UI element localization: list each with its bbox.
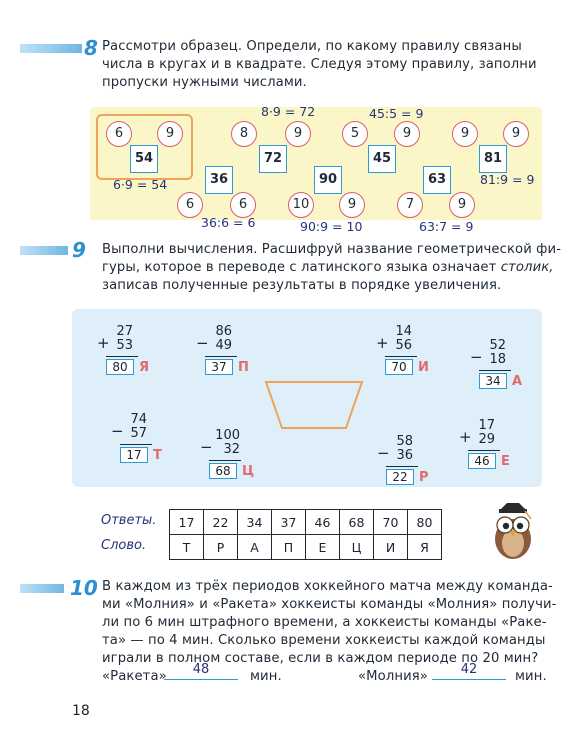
word-cell[interactable]: П: [272, 535, 306, 560]
answer-cell[interactable]: 17: [170, 510, 204, 535]
square-g5: 45: [368, 145, 396, 173]
task10-text-line4: та» — по 4 мин. Сколько времени хоккеисты каждой команды: [102, 633, 546, 648]
circle-g6-a: 7: [397, 192, 423, 218]
result-box[interactable]: 17: [120, 447, 148, 463]
eq-g3: 36:6 = 6: [201, 215, 256, 230]
molniya-unit: мин.: [515, 669, 547, 684]
circle-g3-b: 6: [230, 192, 256, 218]
task9-bar: [20, 246, 68, 255]
task10-bar: [20, 584, 64, 593]
task10-text-line5: играли в полном составе, если в каждом периоде по 20 мин?: [102, 651, 539, 666]
result-box[interactable]: 37: [205, 359, 233, 375]
page-number: 18: [72, 703, 90, 719]
circle-g6-b: 9: [449, 192, 475, 218]
result-box[interactable]: 70: [385, 359, 413, 375]
task8-text-line2: числа в кругах и в квадрате. Следуя этому правилу, заполни: [102, 57, 537, 72]
result-box[interactable]: 68: [209, 463, 237, 479]
answer-cell[interactable]: 37: [272, 510, 306, 535]
square-g6: 63: [423, 166, 451, 194]
eq-g7: 81:9 = 9: [480, 172, 535, 187]
molniya-answer[interactable]: 42: [432, 662, 506, 680]
circle-g3-a: 6: [177, 192, 203, 218]
task8-text-line1: Рассмотри образец. Определи, по какому правилу связаны: [102, 39, 522, 54]
eq-g6: 63:7 = 9: [419, 219, 474, 234]
task10-text-line2: ми «Молния» и «Ракета» хоккеисты команды «Молния» получи-: [102, 597, 557, 612]
owl-icon: [487, 503, 539, 561]
square-g1: 54: [130, 145, 158, 173]
trapezoid-shape: [262, 378, 366, 432]
answers-label: Ответы.: [101, 513, 157, 528]
result-box[interactable]: 22: [386, 469, 414, 485]
circle-g5-a: 5: [342, 121, 368, 147]
task8-number: 8: [84, 36, 98, 60]
circle-g2-a: 8: [231, 121, 257, 147]
result-box[interactable]: 34: [479, 373, 507, 389]
word-label: Слово.: [101, 538, 147, 553]
answer-cell[interactable]: 22: [204, 510, 238, 535]
answer-cell[interactable]: 70: [374, 510, 408, 535]
word-cell[interactable]: И: [374, 535, 408, 560]
word-cell[interactable]: Я: [408, 535, 442, 560]
raketa-answer[interactable]: 48: [164, 662, 238, 680]
circle-g1-a: 6: [106, 121, 132, 147]
molniya-label: «Молния»: [358, 669, 428, 684]
square-g4: 90: [314, 166, 342, 194]
word-cell[interactable]: Т: [170, 535, 204, 560]
answers-row: [170, 510, 442, 535]
result-box[interactable]: 80: [106, 359, 134, 375]
task8-bar: [20, 44, 82, 53]
square-g3: 36: [205, 166, 233, 194]
answer-cell[interactable]: 68: [340, 510, 374, 535]
raketa-label: «Ракета»: [102, 669, 167, 684]
answer-cell[interactable]: 46: [306, 510, 340, 535]
circle-g5-b: 9: [394, 121, 420, 147]
eq-g1: 6·9 = 54: [113, 177, 168, 192]
word-cell[interactable]: А: [238, 535, 272, 560]
raketa-unit: мин.: [250, 669, 282, 684]
task9-text-line1: Выполни вычисления. Расшифруй название геометрической фи-: [102, 242, 562, 257]
word-cell[interactable]: Ц: [340, 535, 374, 560]
task9-text-line2: гуры, которое в переводе с латинского языка означает столик,: [102, 260, 554, 275]
answer-cell[interactable]: 80: [408, 510, 442, 535]
circle-g2-b: 9: [285, 121, 311, 147]
square-g2: 72: [259, 145, 287, 173]
result-box[interactable]: 46: [468, 453, 496, 469]
circle-g1-b: 9: [157, 121, 183, 147]
task8-text-line3: пропуски нужными числами.: [102, 75, 307, 90]
answer-cell[interactable]: 34: [238, 510, 272, 535]
circle-g7-a: 9: [452, 121, 478, 147]
word-cell[interactable]: Р: [204, 535, 238, 560]
eq-g5: 45:5 = 9: [369, 106, 424, 121]
italic-word: столик,: [500, 260, 554, 275]
answers-table: [169, 509, 442, 560]
circle-g4-a: 10: [288, 192, 314, 218]
square-g7: 81: [479, 145, 507, 173]
task10-text-line1: В каждом из трёх периодов хоккейного матча между командa-: [102, 579, 553, 594]
task9-number: 9: [72, 238, 86, 262]
task10-text-line3: ли по 6 мин штрафного времени, а хоккеисты команды «Раке-: [102, 615, 547, 630]
task10-number: 10: [70, 576, 98, 600]
circle-g7-b: 9: [503, 121, 529, 147]
eq-g2: 8·9 = 72: [261, 104, 316, 119]
task9-text-line3: записав полученные результаты в порядке увеличения.: [102, 278, 502, 293]
eq-g4: 90:9 = 10: [300, 219, 363, 234]
word-row: [170, 535, 442, 560]
word-cell[interactable]: Е: [306, 535, 340, 560]
circle-g4-b: 9: [339, 192, 365, 218]
